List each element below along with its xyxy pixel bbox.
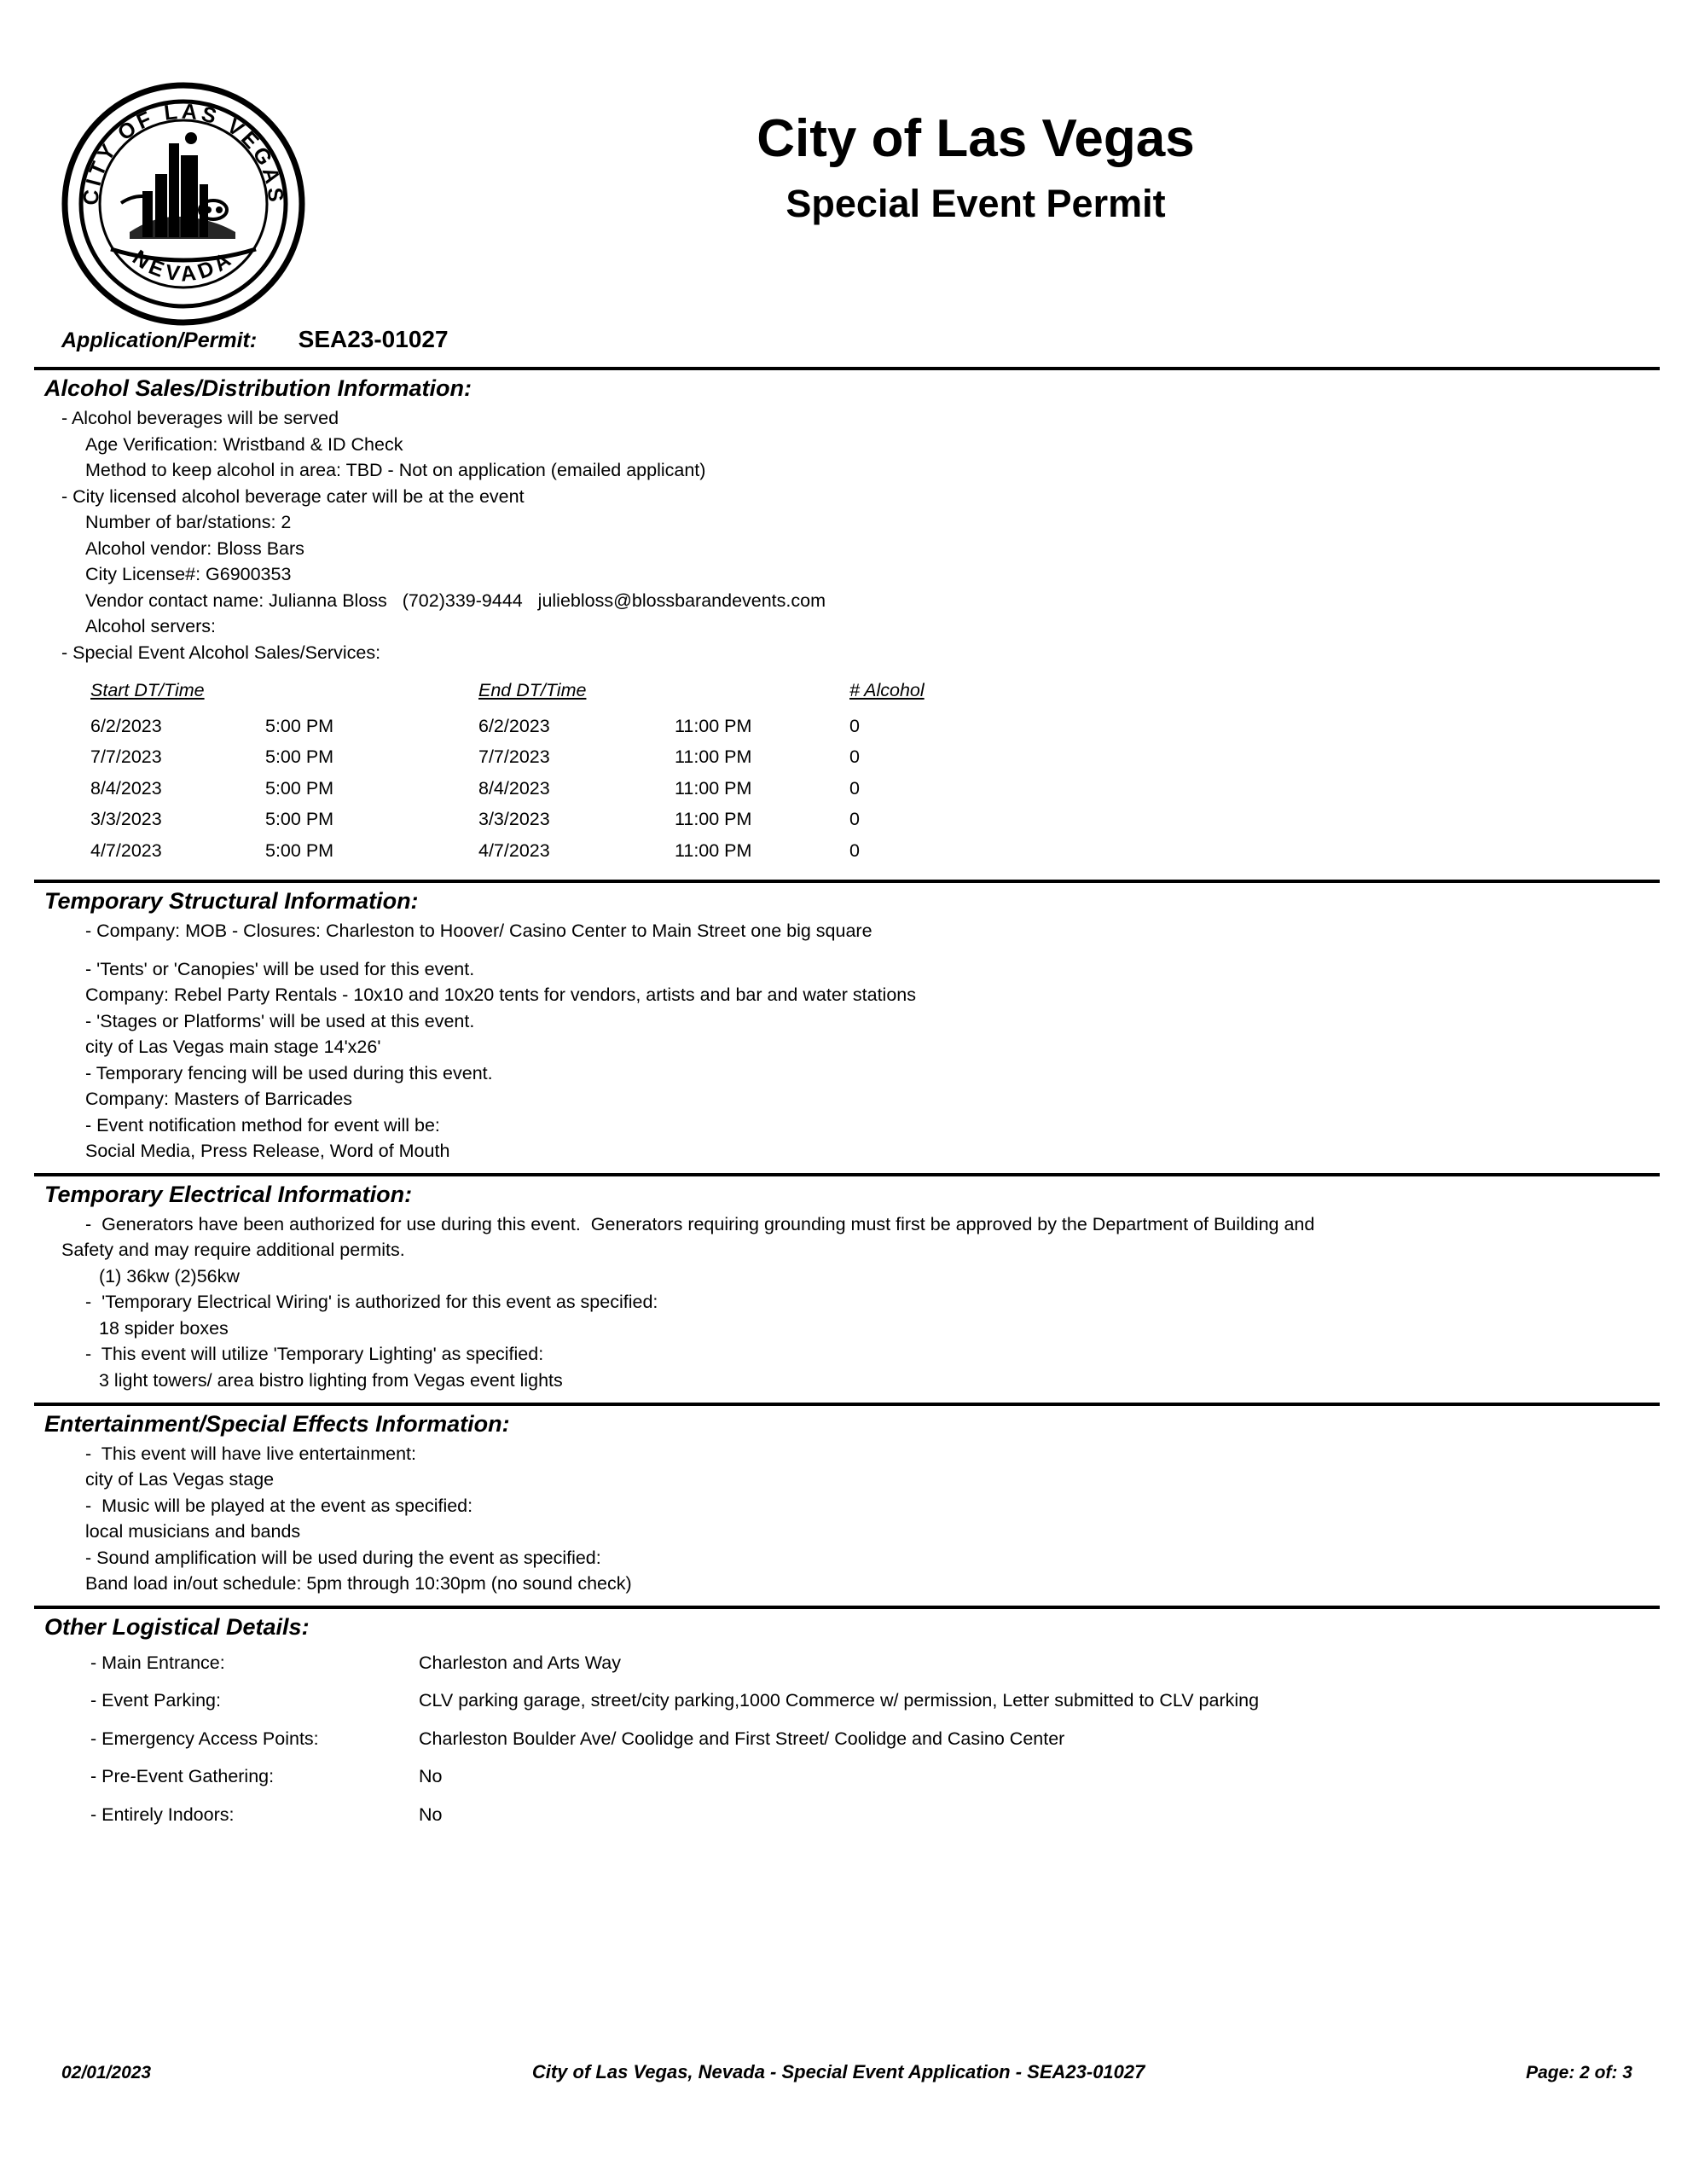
city-seal-icon (61, 82, 305, 326)
permit-number: SEA23-01027 (298, 326, 449, 352)
logistics-value: No (419, 1804, 443, 1825)
table-cell: 4/7/2023 (90, 839, 162, 861)
text-line: - Temporary fencing will be used during this event. (85, 1062, 493, 1083)
text-line: - City licensed alcohol beverage cater will be at the event (61, 485, 525, 507)
footer-date: 02/01/2023 (61, 2063, 152, 2082)
footer-page-number: Page: 2 of: 3 (1526, 2063, 1632, 2082)
section-heading-alcohol: Alcohol Sales/Distribution Information: (44, 375, 472, 401)
table-cell: 5:00 PM (265, 839, 334, 861)
section-body-structural (0, 918, 1687, 1173)
section-heading-structural: Temporary Structural Information: (44, 888, 419, 915)
title-block (367, 111, 1585, 226)
logistics-table (90, 1644, 1259, 1834)
text-line: city of Las Vegas main stage 14'x26' (85, 1037, 381, 1058)
page-title: City of Las Vegas (757, 109, 1195, 168)
section-heading-electrical: Temporary Electrical Information: (44, 1181, 413, 1207)
document-header (0, 0, 1687, 287)
table-cell: 7/7/2023 (90, 746, 162, 768)
table-row (90, 804, 952, 835)
text-line: - 'Stages or Platforms' will be used at this event. (85, 1010, 475, 1031)
text-line: 3 light towers/ area bistro lighting from Vegas event lights (99, 1369, 563, 1391)
text-line: (1) 36kw (2)56kw (99, 1265, 240, 1287)
text-line: Company: Masters of Barricades (85, 1089, 353, 1110)
logistics-label: - Pre-Event Gathering: (90, 1766, 275, 1787)
table-cell: 8/4/2023 (478, 777, 550, 799)
logistics-row (90, 1757, 1259, 1796)
column-header-end-date: End DT/Time (478, 680, 587, 701)
section-body-entertainment (0, 1441, 1687, 1606)
text-line: - This event will utilize 'Temporary Lighting' as specified: (85, 1344, 544, 1365)
table-cell: 7/7/2023 (478, 746, 550, 768)
logistics-value: Charleston Boulder Ave/ Coolidge and First Street/ Coolidge and Casino Center (419, 1728, 1065, 1749)
section-heading-entertainment: Entertainment/Special Effects Information: (44, 1410, 510, 1437)
table-cell: 6/2/2023 (478, 715, 550, 736)
table-header-row (90, 676, 952, 711)
table-cell: 3/3/2023 (478, 809, 550, 830)
column-header-num-alcohol: # Alcohol (849, 680, 925, 701)
table-cell: 11:00 PM (675, 839, 752, 861)
table-cell: 0 (849, 715, 860, 736)
text-line: City License#: G6900353 (85, 564, 292, 585)
text-line: - Alcohol beverages will be served (61, 408, 339, 428)
text-line: - Generators have been authorized for use during this event. Generators requiring grounding must first be approved by the Department of Building and (85, 1213, 1315, 1234)
text-line: - Sound amplification will be used during the event as specified: (85, 1547, 601, 1568)
table-cell: 11:00 PM (675, 746, 752, 768)
logistics-row (90, 1720, 1259, 1758)
text-line: - Music will be played at the event as specified: (85, 1495, 473, 1516)
logistics-row (90, 1796, 1259, 1834)
text-line: Social Media, Press Release, Word of Mouth (85, 1141, 450, 1162)
table-cell: 4/7/2023 (478, 839, 550, 861)
table-cell: 5:00 PM (265, 777, 334, 799)
permit-line (0, 326, 1687, 367)
section-body-electrical (0, 1211, 1687, 1403)
table-row (90, 773, 952, 804)
table-cell: 8/4/2023 (90, 777, 162, 799)
footer-center-text: City of Las Vegas, Nevada - Special Event Application - SEA23-01027 (531, 2061, 1145, 2082)
logistics-row (90, 1644, 1259, 1682)
text-line: Safety and may require additional permits. (61, 1240, 405, 1261)
text-line: Vendor contact name: Julianna Bloss (702)339-9444 juliebloss@blossbarandevents.com (85, 590, 826, 611)
logistics-row (90, 1682, 1259, 1720)
text-line: Number of bar/stations: 2 (85, 512, 292, 533)
text-line: - Company: MOB - Closures: Charleston to Hoover/ Casino Center to Main Street one big square (85, 921, 872, 942)
table-cell: 3/3/2023 (90, 809, 162, 830)
table-cell: 0 (849, 809, 860, 830)
section-heading-logistics: Other Logistical Details: (44, 1613, 310, 1640)
page-subtitle: Special Event Permit (786, 182, 1166, 226)
logistics-value: CLV parking garage, street/city parking,1000 Commerce w/ permission, Letter submitted to CLV parking (419, 1690, 1260, 1711)
table-cell: 11:00 PM (675, 715, 752, 736)
svg-text:NEVADA: NEVADA (128, 245, 239, 287)
table-cell: 6/2/2023 (90, 715, 162, 736)
table-cell: 0 (849, 746, 860, 768)
text-line: - 'Tents' or 'Canopies' will be used for this event. (85, 958, 475, 979)
text-line: - This event will have live entertainment: (85, 1443, 416, 1464)
table-cell: 5:00 PM (265, 746, 334, 768)
section-body-alcohol (0, 405, 1687, 880)
text-line: Band load in/out schedule: 5pm through 10:30pm (no sound check) (85, 1573, 632, 1594)
column-header-start-date: Start DT/Time (90, 680, 205, 701)
logistics-value: Charleston and Arts Way (419, 1652, 622, 1673)
alcohol-schedule-table (90, 676, 952, 866)
text-line: - Special Event Alcohol Sales/Services: (61, 642, 381, 663)
column-header-start-time (265, 676, 478, 711)
table-row (90, 711, 952, 742)
table-row (90, 741, 952, 773)
text-line: Company: Rebel Party Rentals - 10x10 and 10x20 tents for vendors, artists and bar and water stations (85, 985, 916, 1006)
table-cell: 5:00 PM (265, 809, 334, 830)
table-cell: 11:00 PM (675, 809, 752, 830)
logistics-value: No (419, 1766, 443, 1787)
text-line: local musicians and bands (85, 1521, 301, 1542)
table-cell: 5:00 PM (265, 715, 334, 736)
logistics-label: - Emergency Access Points: (90, 1728, 319, 1749)
svg-text:CITY OF LAS VEGAS: CITY OF LAS VEGAS (78, 99, 288, 206)
section-body-logistics (0, 1644, 1687, 1843)
text-line: 18 spider boxes (99, 1317, 229, 1339)
text-line: - Event notification method for event will be: (85, 1114, 440, 1136)
logistics-label: - Entirely Indoors: (90, 1804, 235, 1825)
document-footer (0, 2061, 1687, 2083)
text-line: Alcohol vendor: Bloss Bars (85, 537, 304, 559)
column-header-end-time (675, 676, 849, 711)
text-line: Method to keep alcohol in area: TBD - Not on application (emailed applicant) (85, 460, 706, 481)
table-row (90, 835, 952, 867)
logistics-label: - Event Parking: (90, 1690, 221, 1711)
text-line: city of Las Vegas stage (85, 1469, 275, 1490)
table-cell: 0 (849, 777, 860, 799)
table-cell: 11:00 PM (675, 777, 752, 799)
table-cell: 0 (849, 839, 860, 861)
text-line: - 'Temporary Electrical Wiring' is authorized for this event as specified: (85, 1292, 658, 1313)
logistics-label: - Main Entrance: (90, 1652, 225, 1673)
permit-label: Application/Permit: (61, 328, 258, 352)
text-line: Alcohol servers: (85, 616, 216, 637)
text-line: Age Verification: Wristband & ID Check (85, 433, 403, 455)
